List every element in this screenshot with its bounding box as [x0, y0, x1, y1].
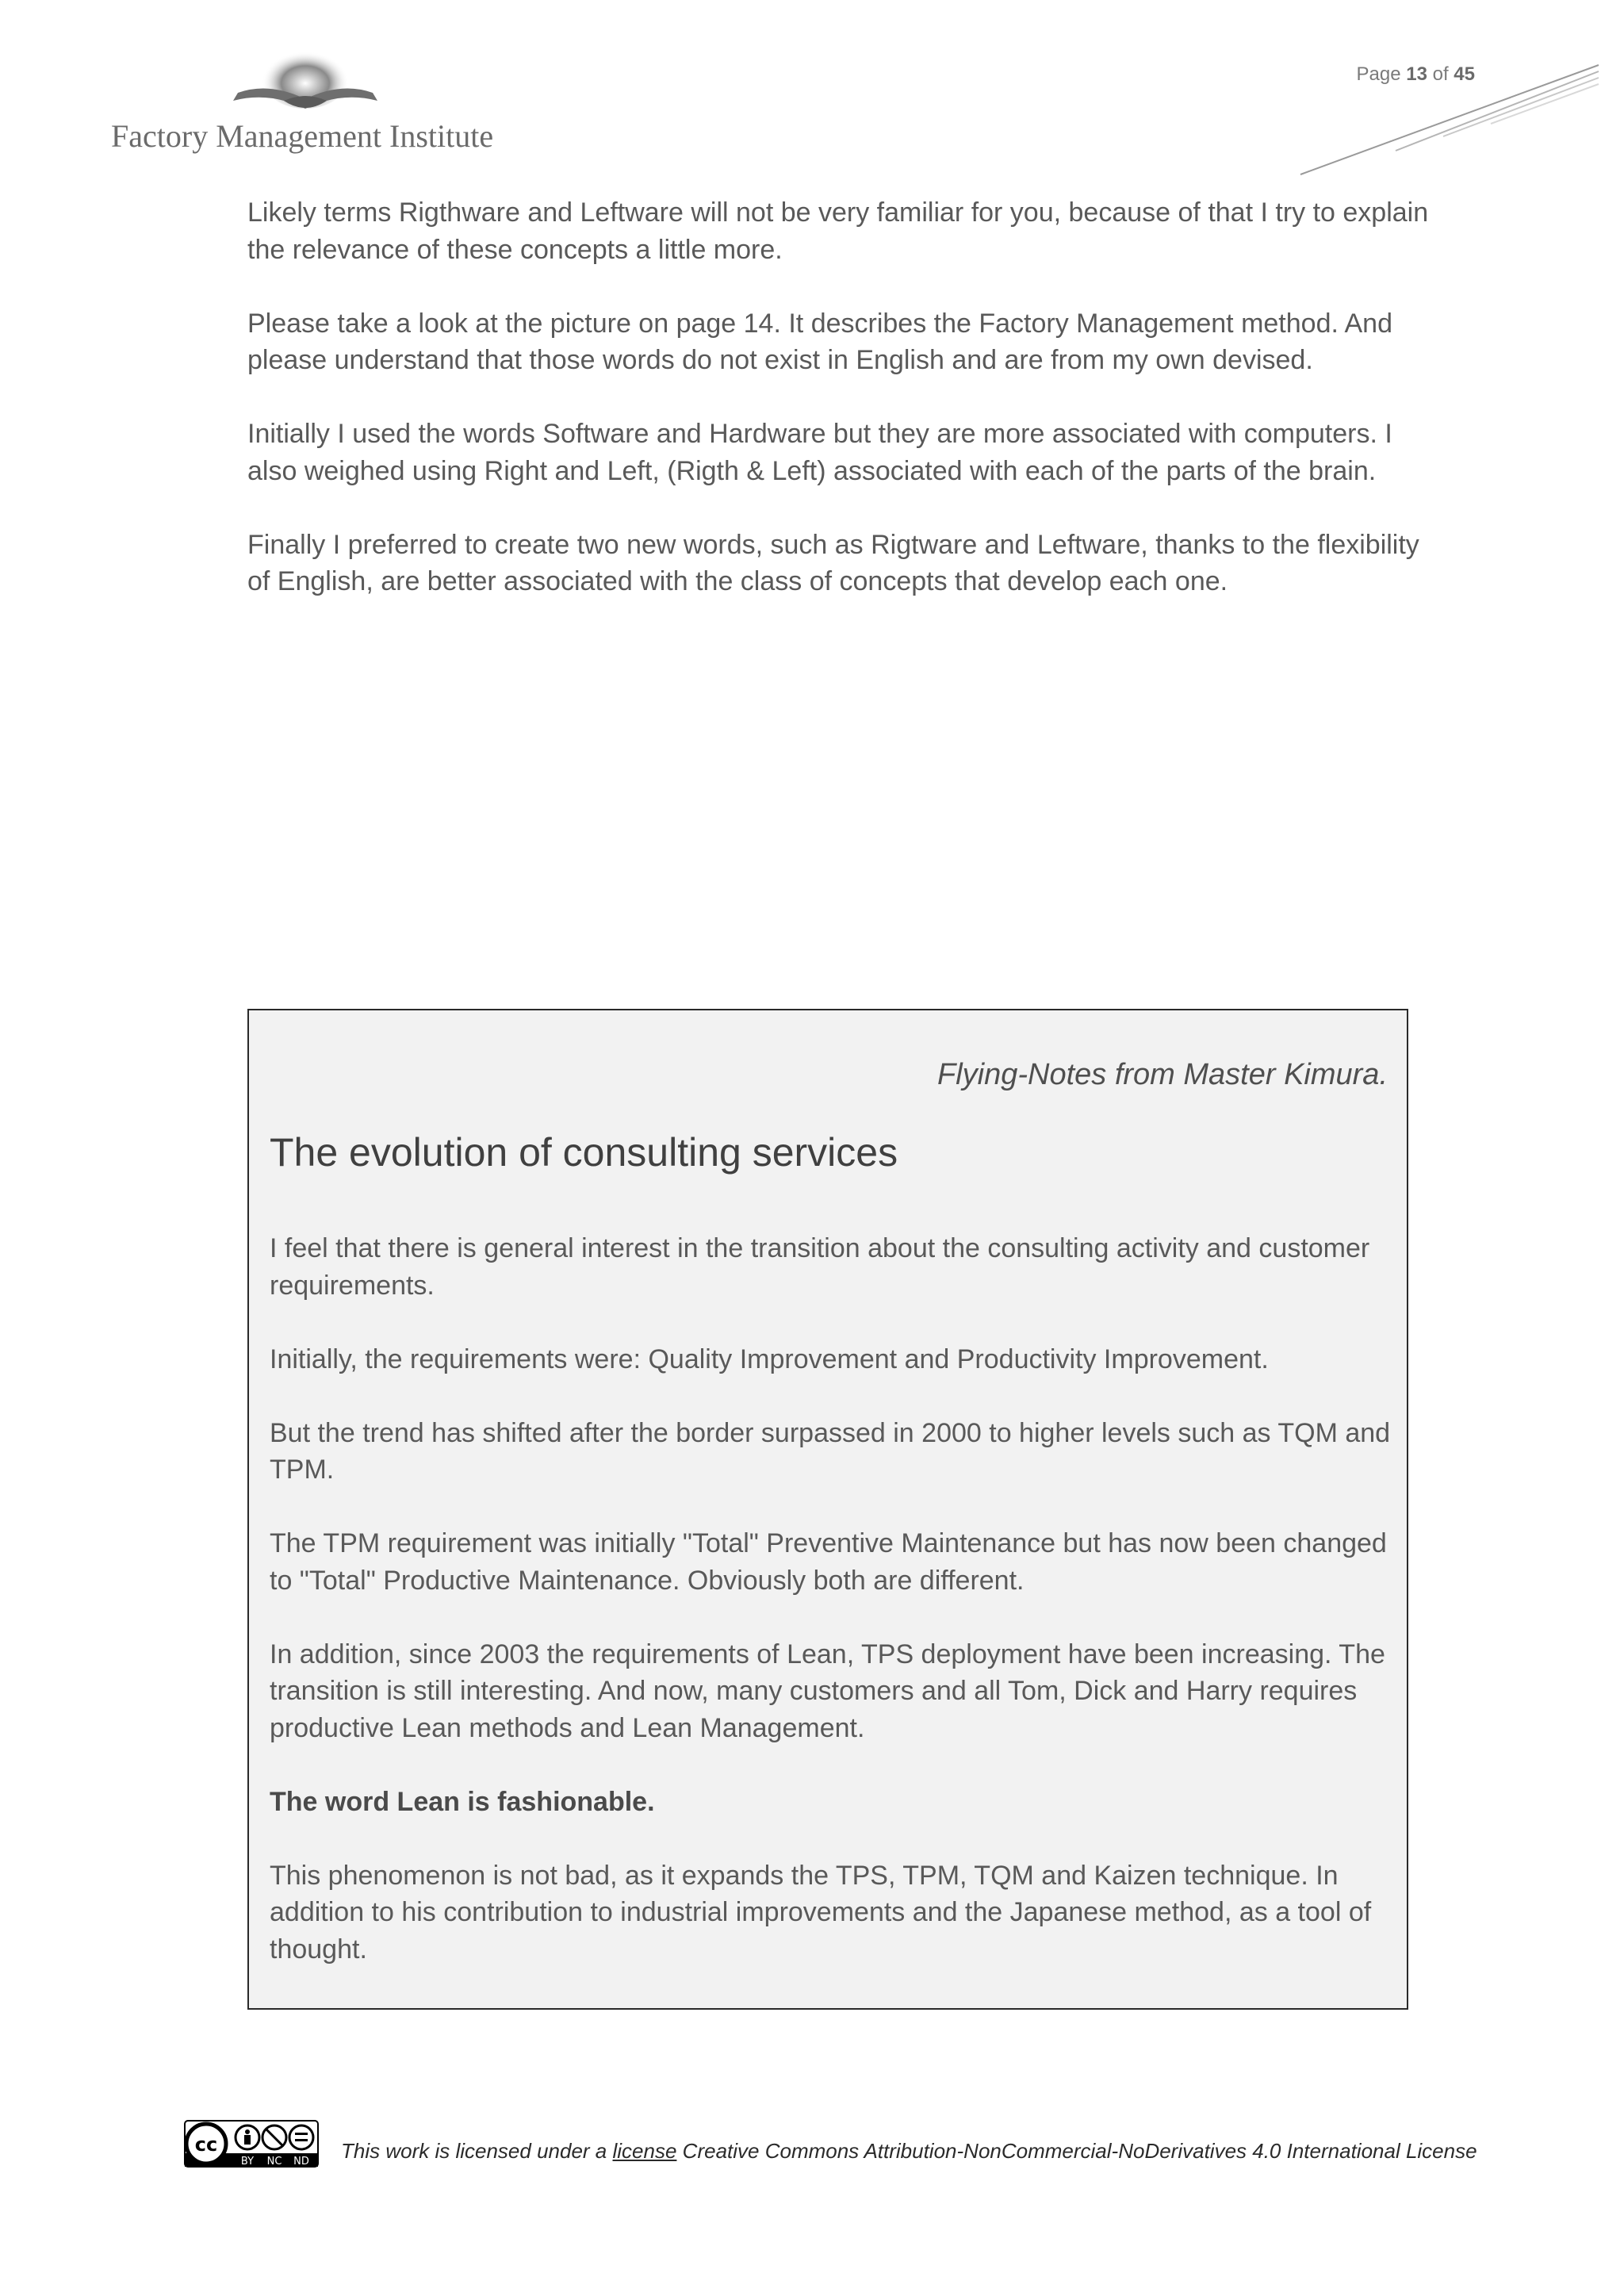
cc-badge-text: cc [194, 2133, 218, 2156]
page-current: 13 [1406, 63, 1427, 85]
header-logo [111, 44, 523, 163]
flying-notes-box [247, 1009, 1408, 2010]
note-body [270, 1230, 1392, 2005]
note-paragraph: In addition, since 2003 the requirements of Lean, TPS deployment have been increasing. The transition is still interesting. And now, many customers and all Tom, Dick and Harry requires productive Lean methods and Lean Management. [270, 1639, 1385, 1743]
badge-label-nd: ND [293, 2156, 309, 2168]
license-pre: This work is licensed under a [341, 2139, 607, 2163]
logo-text: Factory Management Institute [111, 118, 494, 154]
body-text [247, 194, 1437, 637]
note-attribution: Flying-Notes from Master Kimura. [936, 1058, 1388, 1091]
license-text [341, 2139, 1477, 2164]
book-logo-icon [222, 44, 389, 119]
note-paragraph: I feel that there is general interest in the transition about the consulting activity and customer requirements. [270, 1233, 1370, 1301]
note-paragraph-bold: The word Lean is fashionable. [270, 1786, 655, 1817]
note-paragraph: But the trend has shifted after the border surpassed in 2000 to higher levels such as TQM and TPM. [270, 1417, 1391, 1485]
license-link[interactable]: license [612, 2139, 677, 2163]
decorative-lines [1285, 56, 1602, 182]
note-paragraph: This phenomenon is not bad, as it expands the TPS, TPM, TQM and Kaizen technique. In addition to his contribution to industrial improvements and the Japanese method, as a tool of thought. [270, 1860, 1372, 1964]
page-total: 45 [1454, 63, 1475, 85]
body-paragraph: Finally I preferred to create two new words, such as Rigtware and Leftware, thanks to the flexibility of English, are better associated with the class of concepts that develop each one. [247, 529, 1419, 596]
page-of: of [1432, 63, 1449, 85]
page-prefix: Page [1356, 63, 1401, 85]
note-paragraph: Initially, the requirements were: Quality Improvement and Productivity Improvement. [270, 1343, 1269, 1374]
footer [184, 2120, 1477, 2168]
badge-label-nc: NC [266, 2156, 282, 2168]
cc-license-badge-icon [184, 2120, 319, 2168]
note-paragraph: The TPM requirement was initially "Total" Preventive Maintenance but has now been changed to "Total" Productive Maintenance. Obviously both are different. [270, 1528, 1387, 1596]
license-post: Creative Commons Attribution-NonCommercial-NoDerivatives 4.0 International License [682, 2139, 1477, 2163]
body-paragraph: Likely terms Rigthware and Leftware will not be very familiar for you, because of that I try to explain the relevance of these concepts a little more. [247, 197, 1429, 265]
body-paragraph: Initially I used the words Software and Hardware but they are more associated with computers. I also weighed using Right and Left, (Rigth & Left) associated with each of the parts of the brain. [247, 419, 1392, 486]
badge-label-by: BY [240, 2156, 255, 2168]
note-title: The evolution of consulting services [270, 1130, 898, 1175]
body-paragraph: Please take a look at the picture on page 14. It describes the Factory Management method. And please understand that those words do not exist in English and are from my own devised. [247, 308, 1392, 375]
